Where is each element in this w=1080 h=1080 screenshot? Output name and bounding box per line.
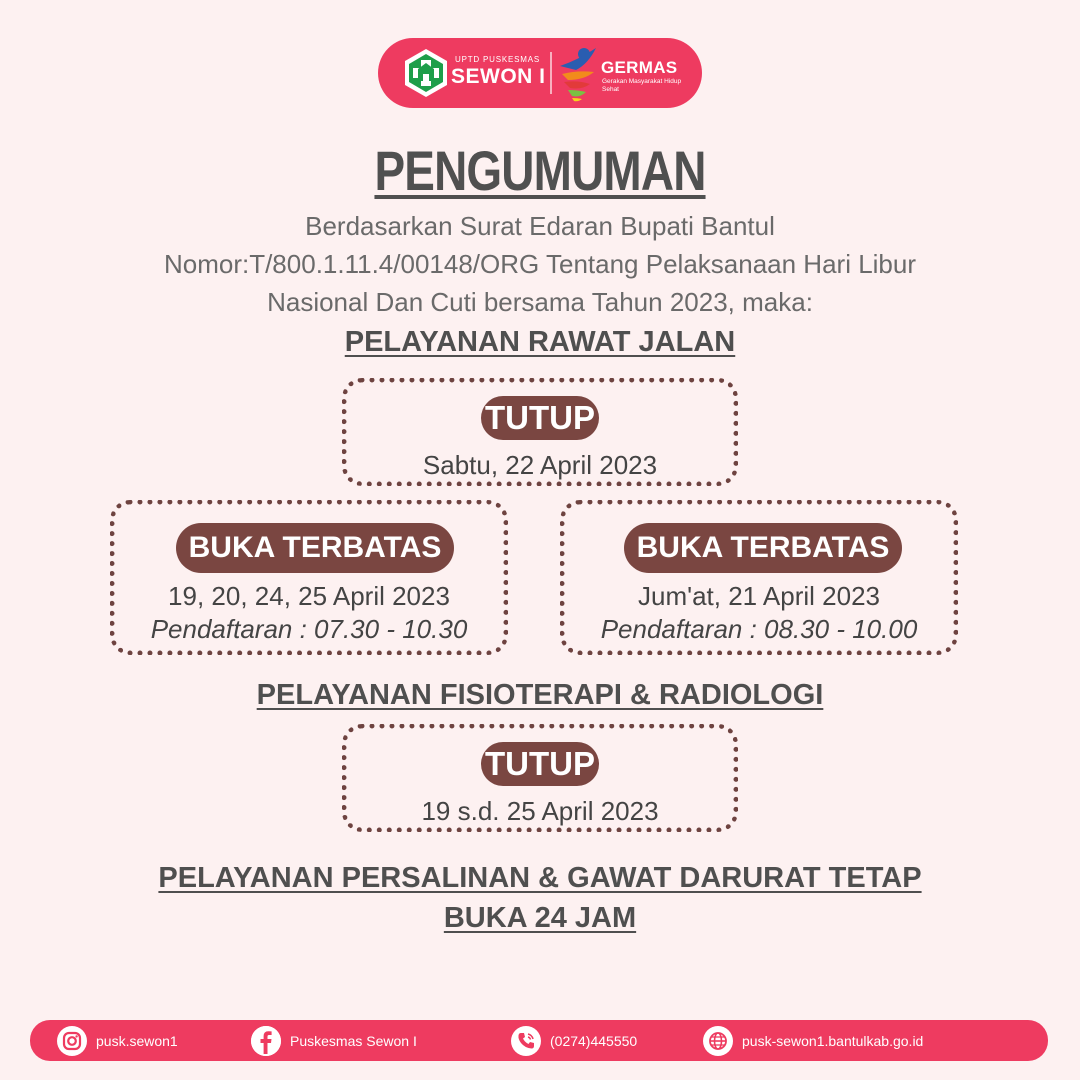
germas-title: GERMAS xyxy=(601,58,678,77)
fisioterapi-heading: PELAYANAN FISIOTERAPI & RADIOLOGI xyxy=(256,679,824,711)
footer-instagram[interactable] xyxy=(57,1020,178,1061)
germas-subtitle: Gerakan Masyarakat Hidup Sehat xyxy=(602,78,682,93)
facebook-icon xyxy=(251,1026,281,1056)
page-title: PENGUMUMAN xyxy=(374,139,706,202)
footer-website[interactable] xyxy=(703,1020,923,1061)
header-logo-pill xyxy=(378,38,702,108)
intro-line: Nasional Dan Cuti bersama Tahun 2023, maka: xyxy=(267,287,813,317)
germas-logo-icon xyxy=(554,44,602,102)
logo-divider xyxy=(550,52,552,94)
footer-phone[interactable] xyxy=(511,1020,637,1061)
persalinan-heading: PELAYANAN PERSALINAN & GAWAT DARURAT TETAP xyxy=(158,862,922,894)
rawat-jalan-limited-box-left xyxy=(110,500,508,655)
instagram-handle: pusk.sewon1 xyxy=(96,1032,178,1049)
persalinan-open-24h: BUKA 24 JAM xyxy=(443,902,637,934)
limited-registration-hours: Pendaftaran : 08.30 - 10.00 xyxy=(600,614,918,644)
closed-badge: TUTUP xyxy=(481,742,599,786)
closed-date: 19 s.d. 25 April 2023 xyxy=(421,796,659,826)
limited-dates: 19, 20, 24, 25 April 2023 xyxy=(168,581,450,611)
rawat-jalan-heading: PELAYANAN RAWAT JALAN xyxy=(344,326,736,358)
footer-facebook[interactable] xyxy=(251,1020,417,1061)
facebook-page: Puskesmas Sewon I xyxy=(290,1032,417,1049)
globe-icon xyxy=(703,1026,733,1056)
limited-badge: BUKA TERBATAS xyxy=(176,523,454,573)
fisioterapi-closed-box xyxy=(342,724,738,832)
limited-badge: BUKA TERBATAS xyxy=(624,523,902,573)
rawat-jalan-closed-box xyxy=(342,378,738,486)
website-url: pusk-sewon1.bantulkab.go.id xyxy=(742,1032,924,1049)
intro-line: Nomor:T/800.1.11.4/00148/ORG Tentang Pelaksanaan Hari Libur xyxy=(163,249,917,279)
intro-text xyxy=(0,207,1080,321)
footer-contact-bar xyxy=(30,1020,1048,1061)
limited-dates: Jum'at, 21 April 2023 xyxy=(638,581,880,611)
intro-line: Berdasarkan Surat Edaran Bupati Bantul xyxy=(305,211,775,241)
closed-badge: TUTUP xyxy=(481,396,599,440)
logo-subtitle: UPTD PUSKESMAS xyxy=(455,55,540,64)
limited-registration-hours: Pendaftaran : 07.30 - 10.30 xyxy=(150,614,468,644)
phone-number: (0274)445550 xyxy=(550,1032,638,1049)
closed-date: Sabtu, 22 April 2023 xyxy=(422,450,658,480)
rawat-jalan-limited-box-right xyxy=(560,500,958,655)
puskesmas-cross-icon xyxy=(402,47,450,99)
phone-icon xyxy=(511,1026,541,1056)
logo-name: SEWON I xyxy=(451,65,546,88)
instagram-icon xyxy=(57,1026,87,1056)
